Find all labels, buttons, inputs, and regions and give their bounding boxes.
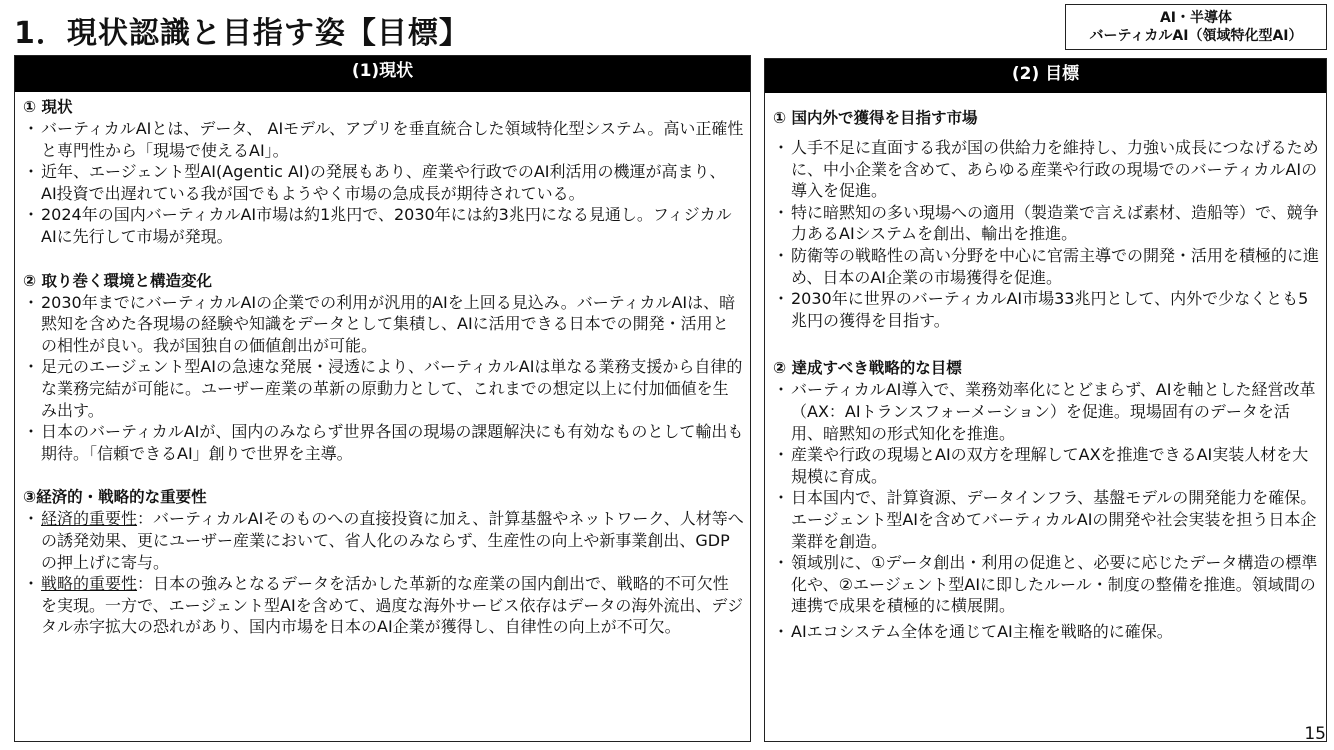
list-item: ・ 戦略的重要性：日本の強みとなるデータを活かした革新的な産業の国内創出で、戦略的不可欠性を実現。一方で、エージェント型AIを含めて、過度な海外サービス依存はデータの海外流出、デジタル赤字拡大の恐れがあり、国内市場を日本のAI企業が獲得し、自律性の向上が不可欠。 [23,574,744,637]
category-tag-line2: バーティカルAI（領域特化型AI） [1089,28,1303,44]
section-heading-importance: ③経済的・戦略的な重要性 [23,488,207,507]
list-item: ・ 2030年までにバーティカルAIの企業での利用が汎用的AIを上回る見込み。バーティカルAIは、暗黙知を含めた各現場の経験や知識をデータとして集積し、AIに活用できる日本での開発・活用との相性が良い。我が国独自の価値創出が可能。 [23,292,736,355]
goals-header: (2) 目標 [765,59,1326,93]
section-heading-target-market: ① 国内外で獲得を目指す市場 [773,109,978,127]
list-item: ・ 2030年に世界のバーティカルAI市場33兆円として、内外で少なくとも5兆円の獲得を目指す。 [773,289,1309,330]
list-item: ・ 特に暗黙知の多い現場への適用（製造業で言えば素材、造船等）で、競争力あるAIシステムを創出、輸出を推進。 [773,202,1319,244]
category-tag-line1: AI・半導体 [1159,10,1233,26]
term-economic: 経済的重要性 [41,509,138,529]
list-item: ・ 防衛等の戦略性の高い分野を中心に官需主導での開発・活用を積極的に進め、日本のAI企業の市場獲得を促進。 [773,245,1320,287]
term-strategic: 戦略的重要性 [41,574,138,594]
section-heading-current: ① 現状 [23,98,73,116]
list-item: ・ 人手不足に直面する我が国の供給力を維持し、力強い成長につなげるために、中小企業を含めて、あらゆる産業や行政の現場でのバーティカルAIの導入を促進。 [773,138,1319,201]
page-number: 15 [1304,724,1326,744]
list-item: ・ 近年、エージェント型AI(Agentic AI)の発展もあり、産業や行政でのAI利活用の機運が高まり、 AI投資で出遅れている我が国でもようやく市場の急成長が期待されている。 [23,162,726,203]
section-heading-strategic-goals: ② 達成すべき戦略的な目標 [773,359,962,378]
section-heading-environment: ② 取り巻く環境と構造変化 [23,271,213,290]
list-item: ・ 経済的重要性：バーティカルAIそのものへの直接投資に加え、計算基盤やネットワーク、人材等への誘発効果、更にユーザー産業において、省人化のみならず、生産性の向上や新事業創出、GDPの押上げに寄与。 [23,509,744,572]
category-tag [1065,4,1327,50]
current-status-body [15,92,750,638]
list-item: ・ 日本のバーティカルAIが、国内のみならず世界各国の現場の課題解決にも有効なものとして輸出も期待。「信頼できるAI」創りで世界を主導。 [23,422,744,463]
list-item: ・ 産業や行政の現場とAIの双方を理解してAXを推進できるAI実装人材を大規模に育成。 [773,445,1309,486]
current-status-panel [14,55,751,742]
page-title: 1．現状認識と目指す姿【目標】 [14,16,470,51]
list-item: ・ AIエコシステム全体を通じてAI主権を戦略的に確保。 [773,621,1173,641]
current-status-header: (1)現状 [15,56,750,92]
list-item: ・ 領域別に、①データ創出・利用の促進と、必要に応じたデータ構造の標準化や、②エージェント型AIに即したルール・制度の整備を推進。領域間の連携で成果を積極的に横展開。 [773,553,1318,616]
goals-body [765,93,1326,642]
list-item: ・ バーティカルAI導入で、業務効率化にとどまらず、AIを軸とした経営改革（AX：AIトランスフォーメーション）を促進。現場固有のデータを活用、暗黙知の形式知化を推進。 [773,380,1316,443]
list-item: ・ 足元のエージェント型AIの急速な発展・浸透により、バーティカルAIは単なる業務支援から自律的な業務完結が可能に。ユーザー産業の革新の原動力として、これまでの想定以上に付加価値を生み出す。 [23,357,743,420]
list-item: ・ バーティカルAIとは、データ、 AIモデル、アプリを垂直統合した領域特化型システム。高い正確性と専門性から「現場で使えるAI」。 [23,119,744,160]
list-item: ・ 2024年の国内バーティカルAI市場は約1兆円で、2030年には約3兆円になる見通し。フィジカルAIに先行して市場が発現。 [23,205,732,246]
goals-panel [764,58,1327,742]
list-item: ・ 日本国内で、計算資源、データインフラ、基盤モデルの開発能力を確保。エージェント型AIを含めてバーティカルAIの開発や社会実装を担う日本企業群を創造。 [773,488,1317,551]
